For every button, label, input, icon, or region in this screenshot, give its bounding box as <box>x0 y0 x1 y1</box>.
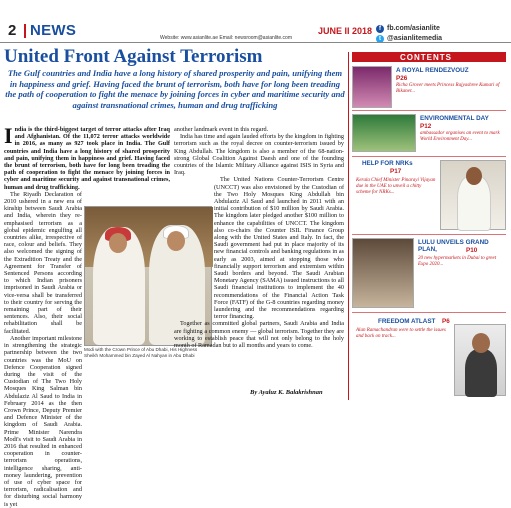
contents-divider <box>352 234 506 235</box>
article-headline: United Front Against Terrorism <box>4 46 263 67</box>
thumb-figure <box>465 349 497 397</box>
paragraph: The United Nations Counter-Terrorism Centre (UNCCT) was also envisioned by the Custodian of the Two Holy Mosques King Abdullah bin Abdulaziz Al Saud and launched in 2011 with an initial contribution of $10 million by Saudi Arabia. The kingdom later pledged another $100 million to enhance the capabilities of UNCCT. The kingdom also co-chairs the Counter ISIL Finance Group along with the United States and Italy. In fact, the Saudi government had put in place majority of its new financial controls and banking regulations in as early as 2003, aimed at stopping those who financially support terrorism and extremism within Saudi borders and beyond. The Saudi Arabian Monetary Agency (SAMA) issued instructions to all Saudi financial institutions to implement the 40 recommendations of the Financial Action Task Force (FATF) of the G-8 countries regarding money laundering and the recommendations regarding terror financing. <box>214 176 344 321</box>
drop-cap: I <box>4 123 13 148</box>
contents-item-desc: Alan Ramachandran were to settle the issues and back on track... <box>356 328 446 339</box>
contents-item-desc: ambassador organises an event to mark World Environment Day... <box>420 131 500 142</box>
contents-divider <box>352 312 506 313</box>
header-rule <box>0 42 511 43</box>
contents-item-page: P17 <box>390 168 402 175</box>
twitter-handle: @asianlitemedia <box>387 35 443 42</box>
facebook-icon: f <box>376 25 384 33</box>
page-header <box>0 0 511 42</box>
paragraph: Another important milestone in strengthening the strategic partnership between the two countries was the MoU on Defence Cooperation signed during the visit of the Custodian of The Two Holy Mosques King Salman bin Abdulaziz Al Saud to India in February 2014 as the then Crown Prince, Deputy Premier and Defence Minister of the kingdom of Saudi Arabia. Prime Minister Narendra Modi's visit to Saudi Arabia in 2016 that resulted in enhanced cooperation in counter-terrorism operations, intelligence sharing, anti-money laundering, prevention of use of cyber space for terrorism, radicalisation and for disturbing social harmony is yet <box>4 334 82 508</box>
paragraph: India has time and again lauded efforts by the kingdom in fighting terrorism such as the royal decree on counter-terrorism issued by King Abdullah. The kingdom is also a member of the 68-nation-strong Global Coalition Against Daesh and one of the founding countries of the Islamic Military Alliance against ISIS in Syria and Iraq. <box>174 133 344 177</box>
photo-caption: Modi with the Crown Prince of Abu Dhabi, His Highness Sheikh Mohammed bin Zayed Al Nahyan in Abu Dhabi <box>84 347 198 358</box>
contents-thumb-royal[interactable] <box>352 66 392 108</box>
contents-thumb-freedom[interactable] <box>454 324 506 396</box>
contents-item-title[interactable]: HELP FOR NRKs <box>362 160 413 167</box>
contents-item-page: P6 <box>442 318 450 325</box>
thumb-face <box>472 333 490 353</box>
page-number: 2 <box>8 22 17 39</box>
section-divider <box>24 24 26 38</box>
contents-thumb-nrk[interactable] <box>440 160 506 230</box>
contents-title: CONTENTS <box>400 53 452 62</box>
contents-item-title[interactable]: LULU UNVEILS GRAND PLAN, <box>418 239 489 253</box>
contents-item-desc: Kerala Chief Minister Pinarayi Vijayan due in the UAE to unveil a chitty scheme for NRKs... <box>356 178 436 195</box>
contents-item-page: P10 <box>466 247 478 254</box>
contents-thumb-environment[interactable] <box>352 114 416 152</box>
issue-date: JUNE II 2018 <box>318 26 373 36</box>
contents-item-title[interactable]: FREEDOM ATLAST <box>378 318 436 325</box>
contents-thumb-lulu[interactable] <box>352 238 414 308</box>
contents-item-desc: Richa Grover meets Princess Rajyashree Kumari of Bikaner... <box>396 83 500 94</box>
article-standfirst: The Gulf countries and India have a long history of shared prosperity and pain, unifying them in happiness and grief. Having faced the brunt of terrorism, both have for long been treading the path of cooperation to fight the menace by joining forces in cyber and maritime security and against transnational crimes, human and drug trafficking <box>5 68 345 110</box>
section-label: NEWS <box>30 22 77 39</box>
lead-paragraph <box>4 123 170 191</box>
contents-item-desc: 20 new hypermarkets in Dubai to greet Expo 2020... <box>418 256 497 267</box>
facebook-handle: fb.com/asianlite <box>387 25 440 32</box>
article-byline: By Ayaluz K. Balakrishnan <box>250 389 323 396</box>
contents-divider <box>352 110 506 111</box>
thumb-face <box>466 167 482 185</box>
article-column-2 <box>174 126 344 349</box>
photo-face-left <box>109 233 127 253</box>
twitter-icon: t <box>376 35 384 43</box>
contents-item-title[interactable]: ENVIRONMENTAL DAY <box>420 115 489 122</box>
contents-item-page: P26 <box>396 75 408 82</box>
contents-item-page: P12 <box>420 123 432 130</box>
paragraph: Together as committed global partners, Saudi Arabia and India are fighting a common enemy — global terrorism. Together they are working to establish peace that will not only belong to the holy month of Ramadan but to all months and years to come. <box>174 320 344 350</box>
social-links <box>376 24 506 44</box>
paragraph: another landmark event in this regard. <box>174 126 269 133</box>
contents-item-title[interactable]: A ROYAL RENDEZVOUZ <box>396 67 469 74</box>
paragraph: The Riyadh Declaration of 2010 ushered in a new era of kinship between Saudi Arabia and India, wherein they re-emphasised terrorism as a global epidemic engulfing all countries alike, irrespective of race, colour and beliefs. They also welcomed the signing of the Extradition Treaty and the Agreement for Transfer of Sentenced Persons according to which Indian prisoners imprisoned in Saudi Arabia or vice-versa shall be transferred to their country for serving the remaining part of their sentences. Also, their social rehabilitation shall be facilitated. <box>4 190 82 335</box>
contents-divider <box>352 156 506 157</box>
social-facebook[interactable] <box>376 24 506 33</box>
lead-text: ndia is the third-biggest target of terror attacks after Iraq and Afghanistan. Of the 11,072 terror attacks worldwide in 2016, as many as 927 took place in India. The Gulf countries and India have a long history of shared prosperity and pain, unifying them in happiness and grief. Having faced the brunt of terrorism, both have for long been treading the path of cooperation to fight the menace by joining forces in cyber and maritime security and against transnational crimes, human and drug trafficking. <box>4 126 170 191</box>
contact-line: Website: www.asianlite.ae Email: newsroom@asianlite.com <box>160 35 292 41</box>
